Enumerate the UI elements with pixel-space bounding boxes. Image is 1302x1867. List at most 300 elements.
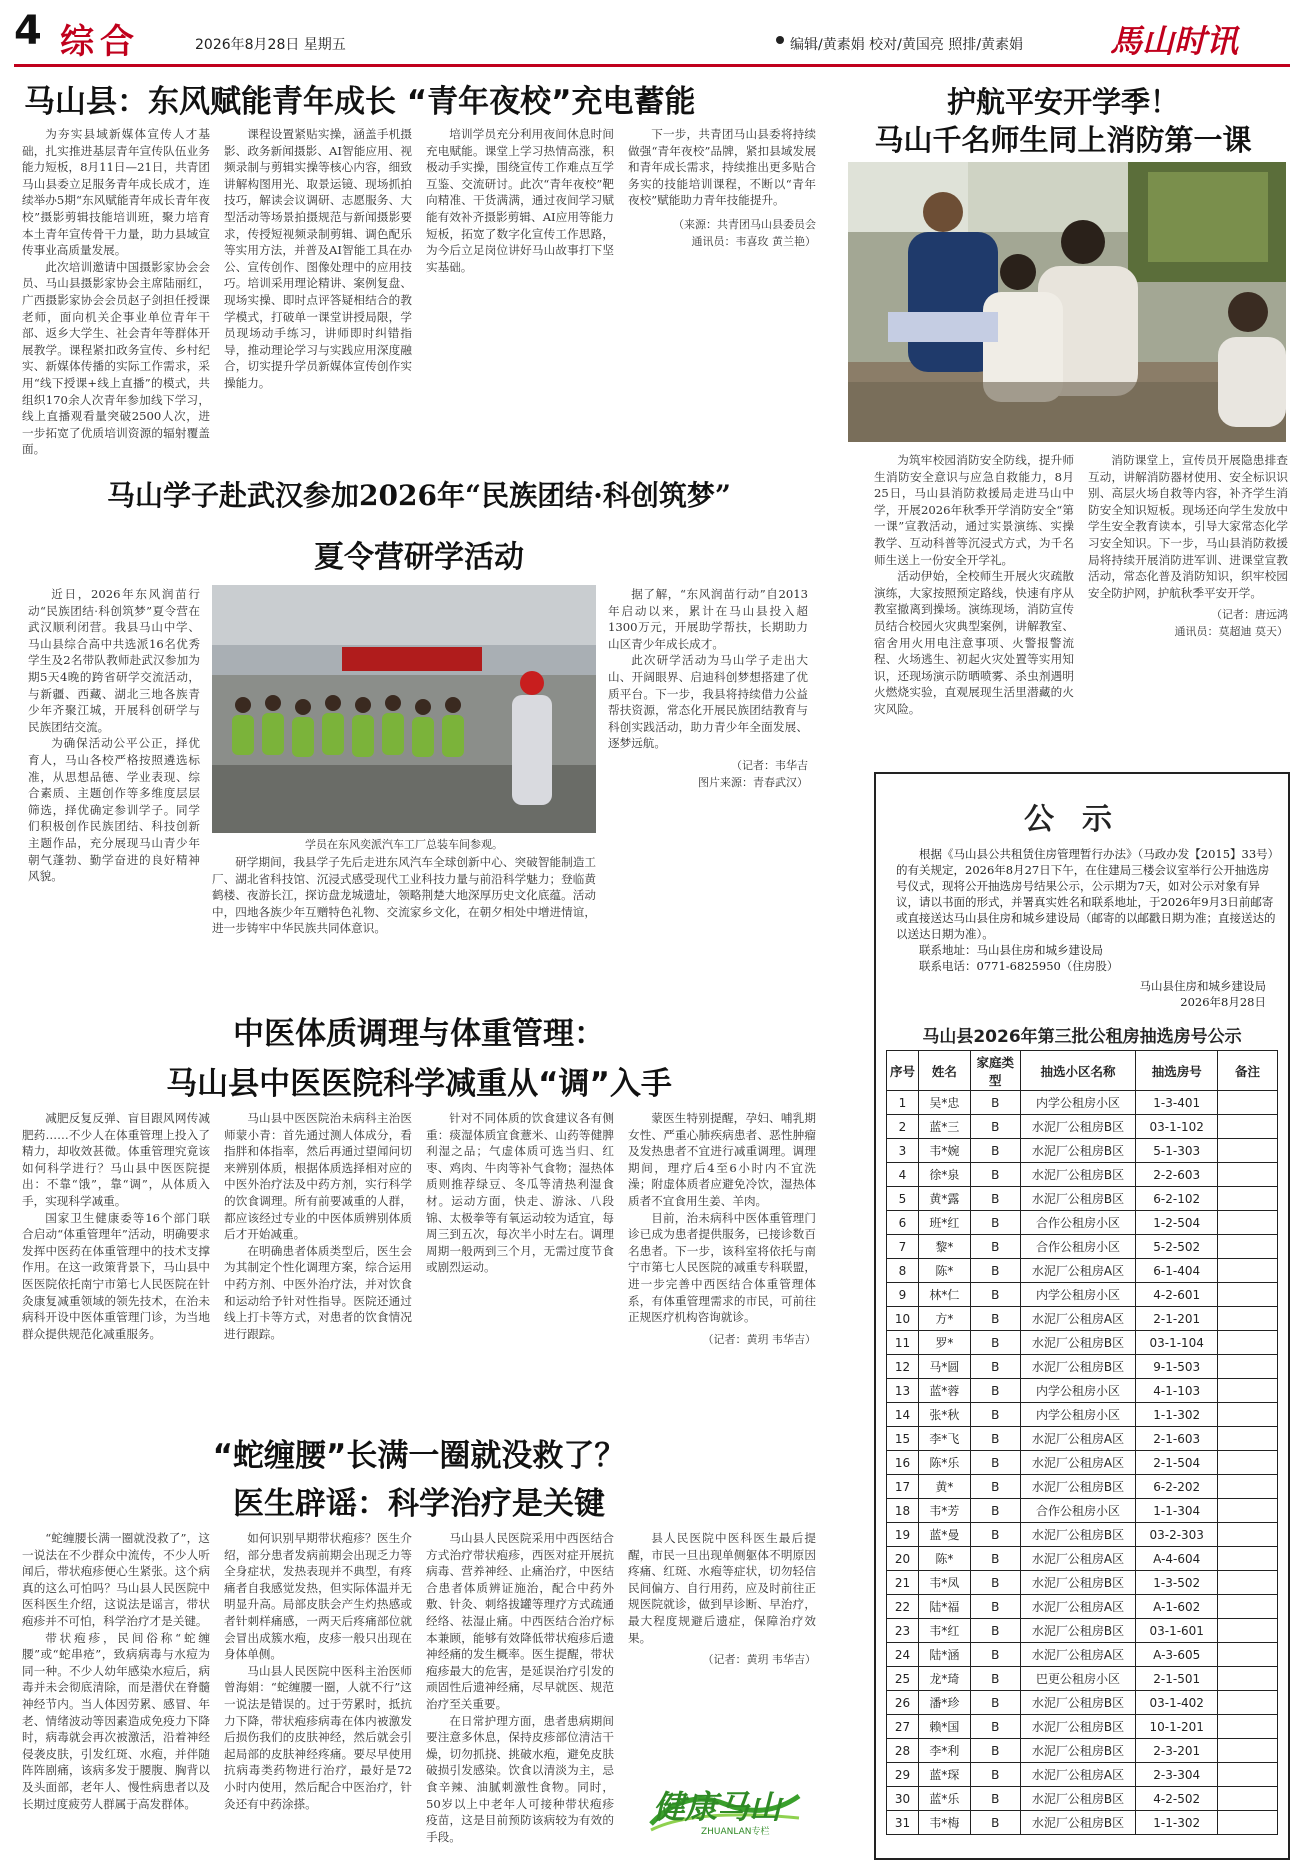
table-cell: 内学公租房小区 [1020, 1283, 1136, 1307]
table-cell: 5-2-502 [1136, 1235, 1218, 1259]
header-divider [14, 64, 1290, 67]
table-row [887, 1307, 1278, 1331]
table-row [887, 1283, 1278, 1307]
table-cell [1218, 1163, 1278, 1187]
table-cell: B [970, 1475, 1020, 1499]
table-cell: B [970, 1403, 1020, 1427]
notice-address: 联系地址：马山县住房和城乡建设局 [919, 943, 1103, 957]
article5-title-line1: “蛇缠腰”长满一圈就没救了？ [212, 1438, 626, 1474]
table-cell: 7 [887, 1235, 919, 1259]
table-cell: 14 [887, 1403, 919, 1427]
table-cell [1218, 1187, 1278, 1211]
paragraph: 为筑牢校园消防安全防线，提升师生消防安全意识与应急自救能力，8月25日，马山县消防救援局走进马山中学，开展2026年秋季开学消防安全“第一课”宣教活动，通过实景演练、实操教学、互动科普等沉浸式方式，为千名师生送上一份安全开学礼。 [874, 453, 1074, 567]
paragraph: 在日常护理方面，患者患病期间要注意多休息，保持皮疹部位清洁干燥，切勿抓挠、挑破水疱，避免皮肤破损引发感染。饮食以清淡为主，忌食辛辣、油腻刺激性食物。同时，50岁以上中老年人可接种带状疱疹疫苗，这是目前预防该病较为有效的手段。 [426, 1713, 614, 1844]
article4-credit: （记者：黄玥 韦华吉） [702, 1332, 816, 1346]
table-row [887, 1379, 1278, 1403]
table-row [887, 1499, 1278, 1523]
table-cell: B [970, 1499, 1020, 1523]
col-header: 序号 [887, 1051, 919, 1091]
table-cell: 水泥厂公租房B区 [1020, 1739, 1136, 1763]
article2-col2 [1088, 452, 1288, 758]
housing-lottery-table [886, 1050, 1278, 1835]
table-cell: 班*红 [918, 1211, 970, 1235]
logo-subtext: ZHUANLAN专栏 [701, 1827, 770, 1837]
table-cell [1218, 1235, 1278, 1259]
col-header: 姓名 [918, 1051, 970, 1091]
paragraph: 国家卫生健康委等16个部门联合启动“体重管理年”活动，明确要求发挥中医药在体重管理中的技术支撑作用。在这一政策背景下，马山县中医医院依托南宁市第七人民医院在针灸康复减重领域的领先技术，在治未病科开设中医体重管理门诊，为当地群众提供规范化减重服务。 [22, 1210, 210, 1341]
article1-col2 [224, 126, 412, 390]
table-cell [1218, 1595, 1278, 1619]
table-row [887, 1787, 1278, 1811]
table-cell: 水泥厂公租房B区 [1020, 1811, 1136, 1835]
table-cell: 1-1-304 [1136, 1499, 1218, 1523]
article2-title-line2: 马山千名师生同上消防第一课 [874, 123, 1252, 157]
col-header: 抽选小区名称 [1020, 1051, 1136, 1091]
paragraph: 在明确患者体质类型后，医生会为其制定个性化调理方案，综合运用中药方剂、中医外治疗法，并对饮食和运动给予针对性指导。医院还通过线上打卡等方式，对患者的饮食情况进行跟踪。 [224, 1243, 412, 1341]
table-cell [1218, 1139, 1278, 1163]
table-row [887, 1475, 1278, 1499]
table-cell [1218, 1427, 1278, 1451]
paragraph: 培训学员充分利用夜间休息时间充电赋能。课堂上学习热情高涨，积极动手实操，围绕宣传工作难点互学互鉴、交流研讨。此次“青年夜校”靶向精准、干货满满，通过夜间学习赋能有效补齐摄影剪辑、AI应用等能力短板，拓宽了数字化宣传工作思路，为今后立足岗位讲好马山故事打下坚实基础。 [426, 127, 614, 274]
table-row [887, 1643, 1278, 1667]
table-cell: 1-3-502 [1136, 1571, 1218, 1595]
article2-credit: （记者：唐远鸿 通讯员：莫超迪 莫天） [1174, 608, 1288, 638]
table-cell: B [970, 1331, 1020, 1355]
table-cell: 水泥厂公租房B区 [1020, 1475, 1136, 1499]
table-cell: 5 [887, 1187, 919, 1211]
article2-body [874, 452, 1288, 758]
article2-col1 [874, 452, 1074, 758]
table-cell [1218, 1715, 1278, 1739]
table-row [887, 1595, 1278, 1619]
table-cell: 蓝*曼 [918, 1523, 970, 1547]
table-cell: 13 [887, 1379, 919, 1403]
article4-title-line1: 中医体质调理与体重管理： [233, 1016, 605, 1052]
table-cell: 水泥厂公租房A区 [1020, 1307, 1136, 1331]
table-cell: B [970, 1811, 1020, 1835]
table-cell: 1-1-302 [1136, 1403, 1218, 1427]
table-cell [1218, 1403, 1278, 1427]
notice-sig-org: 马山县住房和城乡建设局 [1139, 979, 1266, 993]
table-row [887, 1331, 1278, 1355]
health-mashan-logo [645, 1778, 805, 1840]
paragraph: 马山县中医医院治未病科主治医师蒙小青：首先通过测人体成分，看指胖和体指率，然后再通过望闻问切来辨别体质，根据体质选择相对应的中医外治疗法及中药方剂，实行科学的饮食调理。所有前要减重的人群，都应该经过专业的中医体质辨别体质后才开始减重。 [224, 1111, 412, 1242]
table-cell: A-1-602 [1136, 1595, 1218, 1619]
table-row [887, 1115, 1278, 1139]
table-cell [1218, 1283, 1278, 1307]
table-cell: 韦*凤 [918, 1571, 970, 1595]
table-cell: 水泥厂公租房A区 [1020, 1595, 1136, 1619]
table-cell: 陈*乐 [918, 1451, 970, 1475]
table-row [887, 1259, 1278, 1283]
paragraph: “蛇缠腰长满一圈就没救了”，这一说法在不少群众中流传，不少人听闻后，带状疱疹便心生紧张。这个病真的这么可怕吗？马山县人民医院中医科医生介绍，这说法是谣言，带状疱疹并不可怕，科学治疗才是关键。 [22, 1531, 210, 1628]
paragraph: 近日，2026年东风润苗行动“民族团结·科创筑梦”夏令营在武汉顺利闭营。我县马山中学、马山县综合高中共选派16名优秀学生及2名带队教师赴武汉参加为期5天4晚的跨省研学交流活动，与新疆、西藏、湖北三地各族青少年齐聚江城，开展科创研学与民族团结交流。 [28, 587, 200, 734]
table-cell: 9 [887, 1283, 919, 1307]
table-cell: 27 [887, 1715, 919, 1739]
table-row [887, 1739, 1278, 1763]
paragraph: 减肥反复反弹、盲目跟风网传减肥药……不少人在体重管理上投入了精力，却收效甚微。体重管理究竟该如何科学进行？马山县中医医院提出：不靠“饿”，靠“调”，从体质入手，实现科学减重。 [22, 1111, 210, 1208]
firefighter-class-photo [848, 162, 1286, 442]
table-cell: 2-3-201 [1136, 1739, 1218, 1763]
table-cell: 19 [887, 1523, 919, 1547]
notice-body [896, 846, 1278, 974]
table-cell [1218, 1211, 1278, 1235]
table-cell: 水泥厂公租房B区 [1020, 1619, 1136, 1643]
table-cell: 2-1-504 [1136, 1451, 1218, 1475]
table-cell: 16 [887, 1451, 919, 1475]
table-cell: 10 [887, 1307, 919, 1331]
table-cell: 黎* [918, 1235, 970, 1259]
table-cell [1218, 1643, 1278, 1667]
notice-phone: 联系电话：0771-6825950（住房股） [919, 959, 1119, 973]
bullet-icon [776, 36, 784, 44]
table-cell [1218, 1787, 1278, 1811]
table-cell: 水泥厂公租房B区 [1020, 1163, 1136, 1187]
table-cell [1218, 1619, 1278, 1643]
table-cell: 水泥厂公租房B区 [1020, 1523, 1136, 1547]
table-cell: 马*圆 [918, 1355, 970, 1379]
table-cell: 水泥厂公租房A区 [1020, 1451, 1136, 1475]
paragraph: 马山县人民医院采用中西医结合方式治疗带状疱疹，西医对症开展抗病毒、营养神经、止痛治疗，中医结合患者体质辨证施治，配合中药外敷、针灸、刺络拔罐等理疗方式疏通经络、祛湿止痛。中西医结合治疗标本兼顾，能够有效降低带状疱疹后遗神经痛的发生概率。医生提醒，带状疱疹最大的危害，是延误治疗引发的顽固性后遗神经痛，尽早就医、规范治疗至关重要。 [426, 1531, 614, 1711]
table-row [887, 1691, 1278, 1715]
table-cell [1218, 1571, 1278, 1595]
table-cell: 6-2-202 [1136, 1475, 1218, 1499]
table-cell [1218, 1499, 1278, 1523]
table-cell: 2-3-304 [1136, 1763, 1218, 1787]
table-row [887, 1523, 1278, 1547]
paragraph: 为确保活动公平公正，择优育人，马山各校严格按照遴选标准，从思想品德、学业表现、综合素质、主题创作等多维度层层筛选，择优确定参训学子。同学们积极创作民族团结、科技创新主题作品，充分展现马山青少年朝气蓬勃、勤学奋进的良好精神风貌。 [28, 736, 200, 884]
table-cell: 合作公租房小区 [1020, 1235, 1136, 1259]
col-header: 家庭类型 [970, 1051, 1020, 1091]
table-cell: 水泥厂公租房B区 [1020, 1571, 1136, 1595]
table-cell: 5-1-303 [1136, 1139, 1218, 1163]
housing-notice [874, 772, 1290, 1860]
table-cell: 水泥厂公租房B区 [1020, 1331, 1136, 1355]
table-cell: 6-1-404 [1136, 1259, 1218, 1283]
table-cell: 17 [887, 1475, 919, 1499]
table-cell: 03-1-104 [1136, 1331, 1218, 1355]
article3-right-col [608, 586, 808, 942]
table-title: 马山县2026年第三批公租房抽选房号公示 [922, 1027, 1242, 1047]
table-cell: B [970, 1667, 1020, 1691]
table-cell: 内学公租房小区 [1020, 1091, 1136, 1115]
table-cell: B [970, 1643, 1020, 1667]
table-cell: B [970, 1547, 1020, 1571]
article1-credit: （来源：共青团马山县委员会 通讯员：韦喜玫 黄兰艳） [673, 217, 816, 248]
table-cell: 1-3-401 [1136, 1091, 1218, 1115]
table-cell: 水泥厂公租房A区 [1020, 1643, 1136, 1667]
paragraph: 针对不同体质的饮食建议各有侧重：痰湿体质宜食薏米、山药等健脾利湿之品；气虚体质可选当归、红枣、鸡肉、牛肉等补气食物；湿热体质则推荐绿豆、冬瓜等清热利湿食材。运动方面，快走、游泳、八段锦、太极拳等有氧运动较为适宜，每周三到五次，每次半小时左右。调理周期一般两到三个月，无需过度节食或剧烈运动。 [426, 1111, 614, 1275]
table-header-row [887, 1051, 1278, 1091]
paragraph: 蒙医生特别提醒，孕妇、哺乳期女性、严重心肺疾病患者、恶性肿瘤及发热患者不宜进行减重调理。调理期间，理疗后4至6小时内不宜洗澡；附虚体质者应避免冷饮，湿热体质者不宜食用生姜、羊肉。 [628, 1111, 816, 1208]
notice-title: 公示 [1024, 802, 1140, 837]
table-cell: 水泥厂公租房B区 [1020, 1115, 1136, 1139]
article3-credit: （记者：韦华吉 图片来源：青春武汉） [698, 758, 808, 789]
table-cell: B [970, 1739, 1020, 1763]
table-row [887, 1139, 1278, 1163]
table-cell: 1 [887, 1091, 919, 1115]
table-cell: 30 [887, 1787, 919, 1811]
table-cell: 李*利 [918, 1739, 970, 1763]
table-cell: 内学公租房小区 [1020, 1379, 1136, 1403]
table-cell: 2-1-603 [1136, 1427, 1218, 1451]
article4-col1 [22, 1110, 210, 1356]
table-cell: B [970, 1595, 1020, 1619]
table-cell: 巴更公租房小区 [1020, 1667, 1136, 1691]
table-cell: 20 [887, 1547, 919, 1571]
table-cell: 15 [887, 1427, 919, 1451]
table-cell: 韦*梅 [918, 1811, 970, 1835]
table-cell: B [970, 1115, 1020, 1139]
article3-left-col [28, 586, 200, 942]
table-cell: 水泥厂公租房B区 [1020, 1187, 1136, 1211]
table-cell: 23 [887, 1619, 919, 1643]
table-cell [1218, 1355, 1278, 1379]
table-cell [1218, 1115, 1278, 1139]
paragraph: 消防课堂上，宣传员开展隐患排查互动，讲解消防器材使用、安全标识识别、高层火场自救等内容，补齐学生消防安全知识短板。现场还向学生发放中学生安全教育读本，引导大家常态化学习安全知识。下一步，马山县消防救援局将持续开展消防进军训、进课堂宣教活动，常态化普及消防知识，织牢校园安全防护网，护航秋季平安开学。 [1088, 453, 1288, 600]
study-tour-photo [212, 585, 596, 833]
table-cell: B [970, 1715, 1020, 1739]
paragraph: 为夯实县域新媒体宣传人才基础，扎实推进基层青年宣传队伍业务能力短板，8月11日—21日，共青团马山县委立足服务青年成长成才，连续举办5期“东风赋能青年成长青年夜校”摄影剪辑技能培训班，聚力培育本土青年宣传骨干力量，助力县域宣传事业高质量发展。 [22, 127, 210, 258]
paragraph: 课程设置紧贴实操，涵盖手机摄影、政务新闻摄影、AI智能应用、视频录制与剪辑实操等核心内容，细致讲解构图用光、取景运镜、现场抓拍技巧，解读会议调研、志愿服务、大型活动等场景拍摄规范与新闻摄影要求，传授短视频录制剪辑、调色配乐等实用方法，并普及AI智能工具在办公、宣传创作、图像处理中的应用技巧。培训采用理论精讲、案例复盘、现场实操、即时点评答疑相结合的教学模式，打破单一课堂讲授局限，学员现场动手练习，讲师即时纠错指导，推动理论学习与实践应用深度融合，切实提升学员新媒体宣传创作实操能力。 [224, 127, 412, 390]
table-cell: 水泥厂公租房A区 [1020, 1547, 1136, 1571]
paragraph: 目前，治未病科中医体重管理门诊已成为患者提供服务，已接诊数百名患者。下一步，该科室将依托与南宁市第七人民医院的减重专科联盟，进一步完善中西医结合体重管理体系，有体重管理需求的市民，可前往正规医疗机构咨询就诊。 [628, 1210, 816, 1325]
table-cell: 合作公租房小区 [1020, 1211, 1136, 1235]
article3-title-line1: 马山学子赴武汉参加2026年“民族团结·科创筑梦” [107, 479, 731, 512]
article1-col4 [628, 126, 816, 352]
article5-credit: （记者：黄玥 韦华吉） [702, 1653, 816, 1667]
table-cell: B [970, 1307, 1020, 1331]
table-cell: 蓝*琛 [918, 1763, 970, 1787]
table-cell: 潘*珍 [918, 1691, 970, 1715]
table-cell: 黄*露 [918, 1187, 970, 1211]
table-cell: 水泥厂公租房B区 [1020, 1355, 1136, 1379]
table-cell [1218, 1091, 1278, 1115]
table-cell: 蓝*乐 [918, 1787, 970, 1811]
section-title: 综合 [60, 22, 140, 62]
paragraph: 如何识别早期带状疱疹？医生介绍，部分患者发病前期会出现乏力等全身症状，发热表现并不典型，有疼痛者自我感觉发热，但实际体温并无明显升高。局部皮肤会产生灼热感或者针刺样痛感，一两天后疼痛部位就会冒出成簇水疱，皮疹一般只出现在身体单侧。 [224, 1531, 412, 1662]
table-cell: 陆*涵 [918, 1643, 970, 1667]
table-cell: B [970, 1571, 1020, 1595]
table-cell: 蓝*三 [918, 1115, 970, 1139]
table-cell: 8 [887, 1259, 919, 1283]
table-cell: 18 [887, 1499, 919, 1523]
table-row [887, 1091, 1278, 1115]
page-number: 4 [14, 8, 42, 54]
notice-paragraph: 根据《马山县公共租赁住房管理暂行办法》（马政办发【2015】33号）的有关规定，2026年8月27日下午，在住建局三楼会议室举行公开抽选房号仪式，现将公开抽选房号结果公示，公示期为7天，如对公示对象有异议，请以书面的形式，并署真实姓名和联系地址，于2026年9月3日前邮寄或直接送达马山县住房和城乡建设局（邮寄的以邮戳日期为准；直接送达的以送达日期为准）。 [896, 847, 1276, 941]
editors-line: 编辑/黄素娟 校对/黄国亮 照排/黄素娟 [790, 37, 1024, 53]
table-cell: 水泥厂公租房B区 [1020, 1139, 1136, 1163]
table-row [887, 1619, 1278, 1643]
table-row [887, 1187, 1278, 1211]
paragraph: 带状疱疹，民间俗称“蛇缠腰”或“蛇串疮”，致病病毒与水痘为同一种。不少人幼年感染水痘后，病毒并未会彻底清除，而是潜伏在脊髓神经节内。当人体因劳累、感冒、年老、情绪波动等因素造成免疫力下降时，病毒就会再次被激活，沿着神经侵袭皮肤，引发红斑、水疱，并伴随阵阵剧痛，该病多发于腰腹、胸背以及头面部，老年人、慢性病患者以及长期过度疲劳人群属于高发群体。 [22, 1630, 210, 1811]
paragraph: 据了解，“东风润苗行动”自2013年启动以来，累计在马山县投入超1300万元，开展助学帮扶，长期助力山区青少年成长成才。 [608, 587, 808, 651]
table-cell: B [970, 1211, 1020, 1235]
table-cell: 韦*婉 [918, 1139, 970, 1163]
article1-col3 [426, 126, 614, 352]
table-row [887, 1811, 1278, 1835]
table-cell: 2-1-201 [1136, 1307, 1218, 1331]
article1-title: 马山县：东风赋能青年成长 “青年夜校”充电蓄能 [24, 84, 696, 120]
paragraph: 此次研学活动为马山学子走出大山、开阔眼界、启迪科创梦想搭建了优质平台。下一步，我县将持续借力公益帮扶资源，常态化开展民族团结教育与科创实践活动，助力青少年全面发展、逐梦远航。 [608, 653, 808, 751]
paragraph: 下一步，共青团马山县委将持续做强“青年夜校”品牌，紧扣县域发展和青年成长需求，持续推出更多贴合务实的技能培训课程，不断以“青年夜校”赋能助力青年技能提升。 [628, 127, 816, 208]
paragraph: 此次培训邀请中国摄影家协会会员、马山县摄影家协会主席陆丽红，广西摄影家协会会员赵子剑担任授课老师，面向机关企事业单位青年干部、返乡大学生、社会青年等群体开展教学。课程紧扣政务宣传、乡村纪实、新媒体传播的实际工作需求，采用“线下授课+线上直播”的模式，共组织170余人次青年参加线下学习，线上直播观看量突破2500人次，进一步拓宽了优质培训资源的辐射覆盖面。 [22, 259, 210, 457]
article5-col3 [426, 1530, 614, 1860]
table-cell: B [970, 1787, 1020, 1811]
table-cell: 方* [918, 1307, 970, 1331]
table-cell [1218, 1379, 1278, 1403]
paper-logo: 馬山时讯 [1110, 22, 1239, 60]
table-cell: 03-1-102 [1136, 1115, 1218, 1139]
table-cell: 林*仁 [918, 1283, 970, 1307]
table-cell: 韦*芳 [918, 1499, 970, 1523]
table-cell: 29 [887, 1763, 919, 1787]
table-cell: 水泥厂公租房A区 [1020, 1427, 1136, 1451]
article5-col4 [628, 1530, 816, 1770]
table-row [887, 1451, 1278, 1475]
article4-title-line2: 马山县中医医院科学减重从“调”入手 [166, 1066, 672, 1102]
table-cell: 龙*琦 [918, 1667, 970, 1691]
table-cell: 03-1-601 [1136, 1619, 1218, 1643]
table-row [887, 1235, 1278, 1259]
table-cell: 水泥厂公租房B区 [1020, 1715, 1136, 1739]
table-row [887, 1571, 1278, 1595]
table-cell: 李*飞 [918, 1427, 970, 1451]
table-cell: 2-2-603 [1136, 1163, 1218, 1187]
col-header: 备注 [1218, 1051, 1278, 1091]
table-cell: 张*秋 [918, 1403, 970, 1427]
table-cell: 黄* [918, 1475, 970, 1499]
table-cell: 水泥厂公租房A区 [1020, 1763, 1136, 1787]
table-cell [1218, 1259, 1278, 1283]
table-cell: 水泥厂公租房B区 [1020, 1787, 1136, 1811]
table-cell: 9-1-503 [1136, 1355, 1218, 1379]
table-row [887, 1427, 1278, 1451]
table-cell: 2 [887, 1115, 919, 1139]
table-cell: B [970, 1235, 1020, 1259]
paragraph: 研学期间，我县学子先后走进东风汽车全球创新中心、突破智能制造工厂、湖北省科技馆、沉浸式感受现代工业科技力量与前沿科学魅力；登临黄鹤楼、夜游长江，探访盘龙城遗址，领略荆楚大地深厚历史文化底蕴。活动中，四地各族少年互赠特色礼物、交流家乡文化，在朝夕相处中增进情谊，进一步铸牢中华民族共同体意识。 [212, 855, 596, 936]
article1-body [22, 126, 816, 457]
table-cell: 4 [887, 1163, 919, 1187]
table-cell [1218, 1547, 1278, 1571]
logo-text: 健康马山 [653, 1788, 782, 1826]
table-cell: 24 [887, 1643, 919, 1667]
table-cell: 21 [887, 1571, 919, 1595]
table-cell: 2-1-501 [1136, 1667, 1218, 1691]
table-cell: 11 [887, 1331, 919, 1355]
article2-title-line1: 护航平安开学季！ [946, 85, 1179, 119]
table-cell: 03-1-402 [1136, 1691, 1218, 1715]
table-cell [1218, 1475, 1278, 1499]
article4-col2 [224, 1110, 412, 1356]
table-cell [1218, 1811, 1278, 1835]
issue-date: 2026年8月28日 星期五 [195, 37, 346, 53]
col-header: 抽选房号 [1136, 1051, 1218, 1091]
table-cell: 陆*福 [918, 1595, 970, 1619]
table-cell: B [970, 1427, 1020, 1451]
table-cell: B [970, 1139, 1020, 1163]
table-cell: 03-2-303 [1136, 1523, 1218, 1547]
table-cell: 22 [887, 1595, 919, 1619]
table-row [887, 1667, 1278, 1691]
article4-body [22, 1110, 816, 1356]
table-row [887, 1355, 1278, 1379]
table-cell: 3 [887, 1139, 919, 1163]
table-cell: B [970, 1283, 1020, 1307]
notice-signature [1140, 978, 1267, 1010]
table-cell [1218, 1451, 1278, 1475]
table-row [887, 1715, 1278, 1739]
table-cell: B [970, 1355, 1020, 1379]
table-cell: A-4-604 [1136, 1547, 1218, 1571]
table-cell [1218, 1307, 1278, 1331]
table-cell: 吴*忠 [918, 1091, 970, 1115]
table-cell: 28 [887, 1739, 919, 1763]
paragraph: 县人民医院中医科医生最后提醒，市民一旦出现单侧躯体不明原因疼痛、红斑、水疱等症状，切勿轻信民间偏方、自行用药，应及时前往正规医院就诊，做到早诊断、早治疗，最大程度规避后遗症，保障治疗效果。 [628, 1531, 816, 1645]
table-cell: 4-1-103 [1136, 1379, 1218, 1403]
table-cell: 31 [887, 1811, 919, 1835]
table-cell: 6-2-102 [1136, 1187, 1218, 1211]
table-cell: 徐*泉 [918, 1163, 970, 1187]
table-cell: B [970, 1451, 1020, 1475]
photo-caption: 学员在东风奕派汽车工厂总装车间参观。 [305, 838, 503, 851]
table-cell: B [970, 1091, 1020, 1115]
table-cell: 蓝*蓉 [918, 1379, 970, 1403]
table-cell: 4-2-601 [1136, 1283, 1218, 1307]
table-cell [1218, 1667, 1278, 1691]
table-row [887, 1211, 1278, 1235]
table-cell [1218, 1523, 1278, 1547]
table-cell: B [970, 1259, 1020, 1283]
table-cell: B [970, 1763, 1020, 1787]
table-cell: 1-1-302 [1136, 1811, 1218, 1835]
table-cell: 赖*国 [918, 1715, 970, 1739]
table-cell: A-3-605 [1136, 1643, 1218, 1667]
table-cell: 内学公租房小区 [1020, 1403, 1136, 1427]
table-cell [1218, 1691, 1278, 1715]
article3-title-line2: 夏令营研学活动 [314, 540, 524, 575]
table-cell: 10-1-201 [1136, 1715, 1218, 1739]
table-cell: 6 [887, 1211, 919, 1235]
table-cell: 罗* [918, 1331, 970, 1355]
table-cell: 25 [887, 1667, 919, 1691]
table-cell: 1-2-504 [1136, 1211, 1218, 1235]
notice-sig-date: 2026年8月28日 [1180, 995, 1266, 1009]
table-cell: B [970, 1163, 1020, 1187]
article1-col1 [22, 126, 210, 457]
table-row [887, 1763, 1278, 1787]
table-cell: 12 [887, 1355, 919, 1379]
table-cell: 合作公租房小区 [1020, 1499, 1136, 1523]
table-cell: 韦*红 [918, 1619, 970, 1643]
table-cell: B [970, 1523, 1020, 1547]
table-cell: 水泥厂公租房B区 [1020, 1691, 1136, 1715]
article5-col1 [22, 1530, 210, 1860]
table-cell: B [970, 1379, 1020, 1403]
table-cell: 4-2-502 [1136, 1787, 1218, 1811]
table-cell: 水泥厂公租房A区 [1020, 1259, 1136, 1283]
table-cell [1218, 1763, 1278, 1787]
paragraph: 活动伊始，全校师生开展火灾疏散演练，大家按照预定路线，快速有序从教室撤离到操场。演练现场，消防宣传员结合校园火灾典型案例，讲解教室、宿舍用火用电注意事项、火警报警流程、火场逃生、初起火灾处置等实用知识，还现场演示防晒喷雾、杀虫剂遇明火燃烧实验，直观展现生活里潜藏的火灾风险。 [874, 569, 1074, 716]
table-cell: 26 [887, 1691, 919, 1715]
paragraph: 马山县人民医院中医科主治医师曾海娟：“蛇缠腰一圈，人就不行”这一说法是错误的。过于劳累时，抵抗力下降，带状疱疹病毒在体内被激发后损伤我们的皮肤神经，然后就会引起局部的皮肤神经疼痛。要尽早使用抗病毒类药物进行治疗，最好是72小时内使用，然后配合中医治疗，针灸还有中药涂搽。 [224, 1663, 412, 1811]
table-cell [1218, 1331, 1278, 1355]
article4-col4 [628, 1110, 816, 1356]
table-cell [1218, 1739, 1278, 1763]
table-row [887, 1547, 1278, 1571]
table-cell: B [970, 1691, 1020, 1715]
table-cell: B [970, 1187, 1020, 1211]
